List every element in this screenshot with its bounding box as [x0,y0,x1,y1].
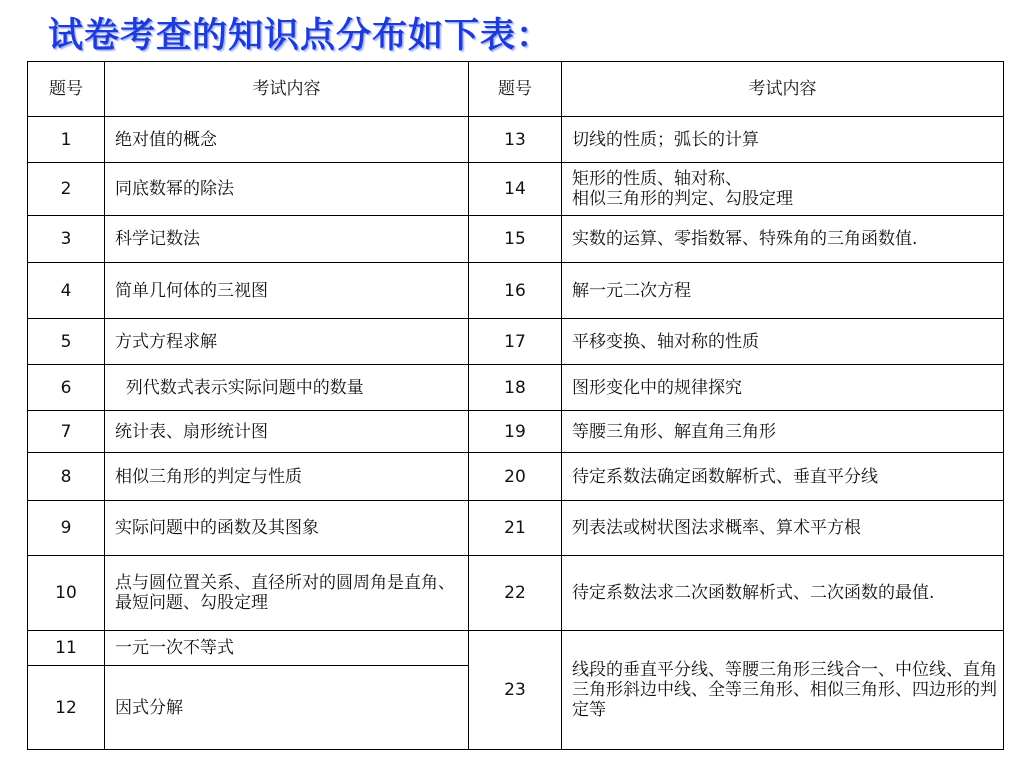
exam-content: 线段的垂直平分线、等腰三角形三线合一、中位线、直角三角形斜边中线、全等三角形、相似三角形、四边形的判定等 [562,631,1004,750]
table-row [28,319,1004,365]
question-number: 19 [469,411,562,453]
page-title: 试卷考查的知识点分布如下表： [48,16,553,56]
question-number: 20 [469,453,562,501]
table-row [28,453,1004,501]
exam-content: 列表法或树状图法求概率、算术平方根 [562,501,1004,556]
question-number: 17 [469,319,562,365]
exam-content: 相似三角形的判定与性质 [105,453,469,501]
exam-content: 因式分解 [105,666,469,750]
table-row [28,216,1004,263]
question-number: 1 [28,117,105,163]
header-content-left: 考试内容 [105,62,469,117]
exam-content: 待定系数法确定函数解析式、垂直平分线 [562,453,1004,501]
question-number: 13 [469,117,562,163]
question-number: 16 [469,263,562,319]
exam-content: 矩形的性质、轴对称、 相似三角形的判定、勾股定理 [562,163,1004,216]
table-row [28,365,1004,411]
exam-content: 统计表、扇形统计图 [105,411,469,453]
table-row [28,556,1004,631]
exam-content: 列代数式表示实际问题中的数量 [105,365,469,411]
table-row [28,263,1004,319]
exam-content: 方式方程求解 [105,319,469,365]
question-number: 12 [28,666,105,750]
table-row [28,501,1004,556]
exam-content: 解一元二次方程 [562,263,1004,319]
question-number: 4 [28,263,105,319]
question-number: 21 [469,501,562,556]
question-number: 18 [469,365,562,411]
table-header-row [28,62,1004,117]
question-number: 3 [28,216,105,263]
table-row [28,117,1004,163]
exam-content: 绝对值的概念 [105,117,469,163]
header-num-right: 题号 [469,62,562,117]
question-number: 8 [28,453,105,501]
exam-content: 平移变换、轴对称的性质 [562,319,1004,365]
exam-content: 实际问题中的函数及其图象 [105,501,469,556]
question-number: 2 [28,163,105,216]
table-row [28,631,1004,666]
exam-content: 实数的运算、零指数幂、特殊角的三角函数值. [562,216,1004,263]
header-content-right: 考试内容 [562,62,1004,117]
exam-content: 一元一次不等式 [105,631,469,666]
exam-content: 切线的性质；弧长的计算 [562,117,1004,163]
question-number: 7 [28,411,105,453]
question-number: 22 [469,556,562,631]
exam-content: 简单几何体的三视图 [105,263,469,319]
knowledge-table [27,61,1004,750]
exam-content: 科学记数法 [105,216,469,263]
exam-content: 点与圆位置关系、直径所对的圆周角是直角、最短问题、勾股定理 [105,556,469,631]
question-number: 9 [28,501,105,556]
question-number: 6 [28,365,105,411]
exam-content: 待定系数法求二次函数解析式、二次函数的最值. [562,556,1004,631]
header-num-left: 题号 [28,62,105,117]
table-row [28,411,1004,453]
exam-content: 同底数幂的除法 [105,163,469,216]
question-number: 14 [469,163,562,216]
question-number: 11 [28,631,105,666]
question-number: 15 [469,216,562,263]
question-number: 5 [28,319,105,365]
exam-content: 图形变化中的规律探究 [562,365,1004,411]
table-row [28,163,1004,216]
exam-content: 等腰三角形、解直角三角形 [562,411,1004,453]
question-number: 10 [28,556,105,631]
question-number: 23 [469,631,562,750]
